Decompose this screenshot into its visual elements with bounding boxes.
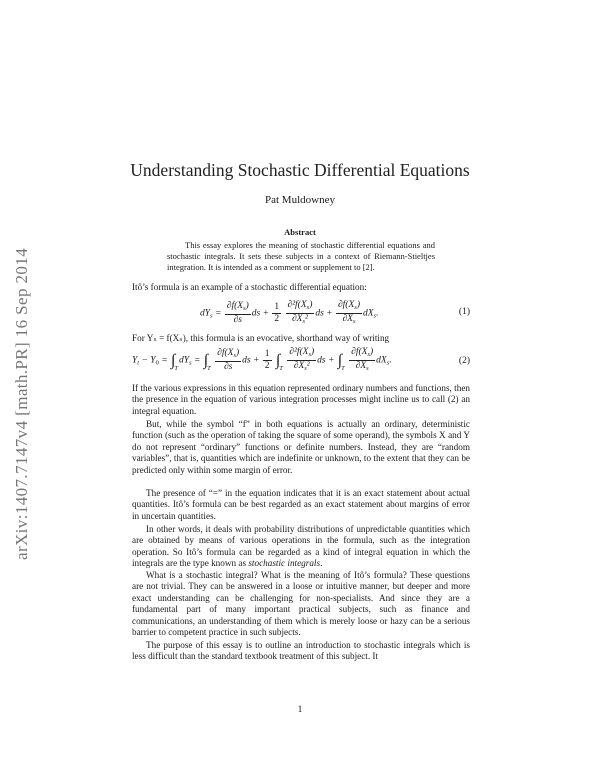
abstract-heading: Abstract — [284, 227, 316, 237]
author-name: Pat Muldowney — [265, 194, 335, 206]
paragraph-3: The presence of “=” in the equation indicates that it is an exact statement about actual quantities. Itô’s formula can be best regarded as an exact statement about margins of error in uncertain quantities. — [132, 488, 470, 521]
paragraph-2: But, while the symbol “f” in both equations is actually an ordinary, deterministic function (such as the operation of taking the square of some operand), the symbols X and Y do not represent “ordinary” functions or definite numbers. Instead, they are “random variables”, that is, quantities which are indefinite or unknown, to the extent that they can be predicted only within some margin of error. — [132, 419, 470, 475]
paragraph-4 — [132, 524, 470, 570]
equation-2: $Y_t - Y_0 = \int_TdY_s = \int_T$ $\frac{\partial f(X_s)}{\partial s}$ ds + $\frac{1}{2}$ $\int_T$ $\frac{\partial^2f(X_s)}{\partial X_s^2}$ ds + $\int_T$ $\frac{\partial f(X_s)}{\partial X_s}$ $dX_s$. (2) — [132, 347, 470, 372]
paragraph-4-end: . — [320, 558, 323, 569]
paragraph-1: If the various expressions in this equation represented ordinary numbers and functions, then the presence in the equation of various integration processes might incline us to call (2) an integral equation. — [132, 383, 470, 416]
paragraph-4-emphasis: stochastic integrals — [248, 558, 321, 569]
abstract-text: This essay explores the meaning of stochastic differential equations and stochastic integrals. It sets these subjects in a context of Riemann-Stieltjes integration. It is intended as a comment or supplement to [2]. — [167, 240, 435, 272]
equation-2-number: (2) — [458, 356, 470, 366]
page-number: 1 — [297, 705, 303, 715]
equation-1-number: (1) — [458, 307, 470, 317]
equation-2-lead: For Yₛ = f(Xₛ), this formula is an evocative, shorthand way of writing — [132, 333, 390, 343]
paragraph-6: The purpose of this essay is to outline an introduction to stochastic integrals which is less difficult than the standard textbook treatment of this subject. It — [132, 640, 470, 662]
paper-title: Understanding Stochastic Differential Equations — [130, 160, 470, 180]
paragraph-5: What is a stochastic integral? What is the meaning of Itô’s formula? These questions are not trivial. They can be answered in a loose or intuitive manner, but deeper and more exact understanding can be challenging for non-specialists. And since they are a fundamental part of many important practical subjects, such as finance and communications, an understanding of them which is merely loose or hazy can be a serious barrier to competent practice in such subjects. — [132, 570, 470, 638]
equation-1: $dY_s$ = $\frac{\partial f(X_s)}{\partial s}$ ds + $\frac{1}{2}$ $\frac{\partial^2f(X_s)}{\partial X_s^2}$ ds + $\frac{\partial f(X_s)}{\partial X_s}$ $dX_s$. (1) — [200, 300, 470, 325]
paragraph-4-text: In other words, it deals with probability distributions of unpredictable quantities which are obtained by means of various operations in the formula, such as the integration operation. So Itô’s formula can be regarded as a kind of integral equation in which the integrals are the type known as — [132, 524, 470, 569]
arxiv-identifier: arXiv:1407.7147v4 [math.PR] 16 Sep 2014 — [12, 247, 31, 560]
intro-paragraph: Itô’s formula is an example of a stochastic differential equation: — [132, 282, 367, 292]
